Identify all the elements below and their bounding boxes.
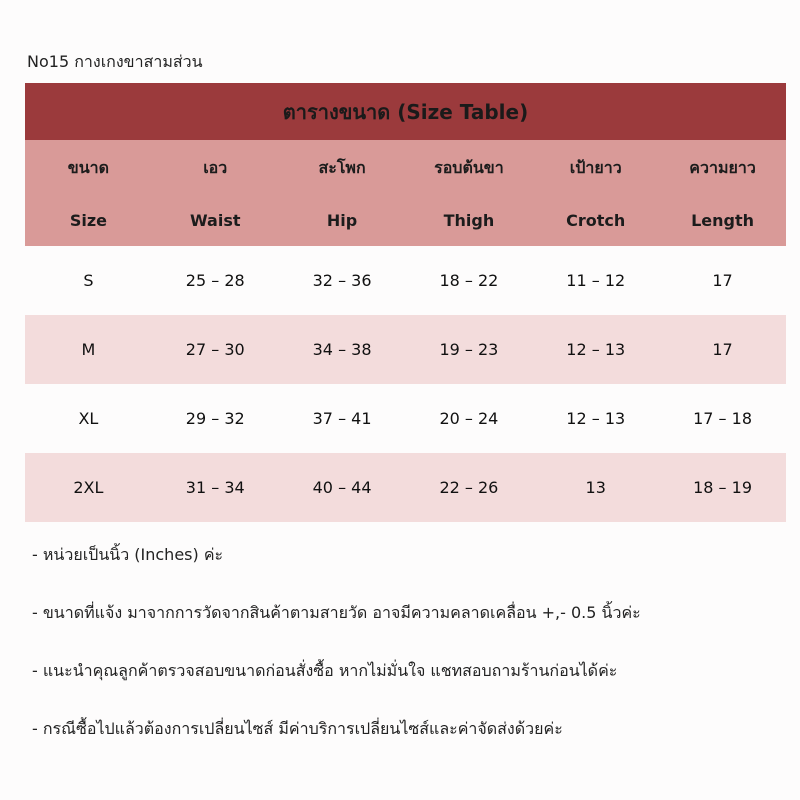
column-header-row: [25, 140, 786, 246]
table-cell: 25 – 28: [185, 271, 245, 290]
column-waist: [152, 140, 279, 246]
table-cell: S: [83, 271, 94, 290]
column-thai-label: ขนาด: [67, 158, 110, 177]
notes-list: [32, 544, 782, 776]
table-cell: XL: [78, 409, 99, 428]
column-english-label: Waist: [189, 211, 241, 230]
column-crotch: [532, 140, 659, 246]
table-cell: 19 – 23: [439, 340, 499, 359]
table-row-m: [25, 315, 786, 384]
note-tolerance: - ขนาดที่แจ้ง มาจากการวัดจากสินค้าตามสายวัด อาจมีความคลาดเคลื่อน +,- 0.5 นิ้วค่ะ: [32, 603, 641, 622]
note-unit: - หน่วยเป็นนิ้ว (Inches) ค่ะ: [32, 545, 224, 564]
table-cell: 27 – 30: [185, 340, 245, 359]
column-thai-label: ความยาว: [689, 158, 756, 177]
table-cell: 22 – 26: [439, 478, 499, 497]
table-cell: 12 – 13: [566, 340, 626, 359]
table-cell: 13: [585, 478, 606, 497]
table-cell: 17: [712, 340, 733, 359]
table-cell: 31 – 34: [185, 478, 245, 497]
table-row-2xl: [25, 453, 786, 522]
table-title: ตารางขนาด (Size Table): [25, 83, 786, 140]
table-cell: 12 – 13: [566, 409, 626, 428]
table-cell: 32 – 36: [312, 271, 372, 290]
column-english-label: Hip: [326, 211, 358, 230]
table-cell: 20 – 24: [439, 409, 499, 428]
product-title: No15 กางเกงขาสามส่วน: [27, 52, 203, 71]
table-cell: 17: [712, 271, 733, 290]
table-cell: 34 – 38: [312, 340, 372, 359]
column-thai-label: สะโพก: [318, 158, 366, 177]
table-row-s: [25, 246, 786, 315]
note-check-size: - แนะนำคุณลูกค้าตรวจสอบขนาดก่อนสั่งซื้อ หากไม่มั่นใจ แชทสอบถามร้านก่อนได้ค่ะ: [32, 661, 618, 680]
column-length: [659, 140, 786, 246]
table-cell: 18 – 22: [439, 271, 499, 290]
column-english-label: Crotch: [566, 211, 626, 230]
table-cell: 18 – 19: [693, 478, 752, 497]
table-cell: 29 – 32: [185, 409, 245, 428]
column-thai-label: เอว: [203, 158, 228, 177]
table-cell: M: [81, 340, 96, 359]
table-cell: 37 – 41: [312, 409, 372, 428]
column-english-label: Length: [691, 211, 755, 230]
table-cell: 17 – 18: [693, 409, 752, 428]
column-thai-label: เป้ายาว: [569, 158, 622, 177]
column-english-label: Size: [69, 211, 107, 230]
size-table: [25, 83, 786, 522]
table-cell: 11 – 12: [566, 271, 626, 290]
note-exchange: - กรณีซื้อไปแล้วต้องการเปลี่ยนไซส์ มีค่าบริการเปลี่ยนไซส์และค่าจัดส่งด้วยค่ะ: [32, 719, 563, 738]
column-hip: [279, 140, 406, 246]
table-cell: 2XL: [73, 478, 104, 497]
column-size: [25, 140, 152, 246]
table-cell: 40 – 44: [312, 478, 372, 497]
table-row-xl: [25, 384, 786, 453]
column-english-label: Thigh: [443, 211, 495, 230]
column-thigh: [405, 140, 532, 246]
column-thai-label: รอบต้นขา: [434, 158, 504, 177]
